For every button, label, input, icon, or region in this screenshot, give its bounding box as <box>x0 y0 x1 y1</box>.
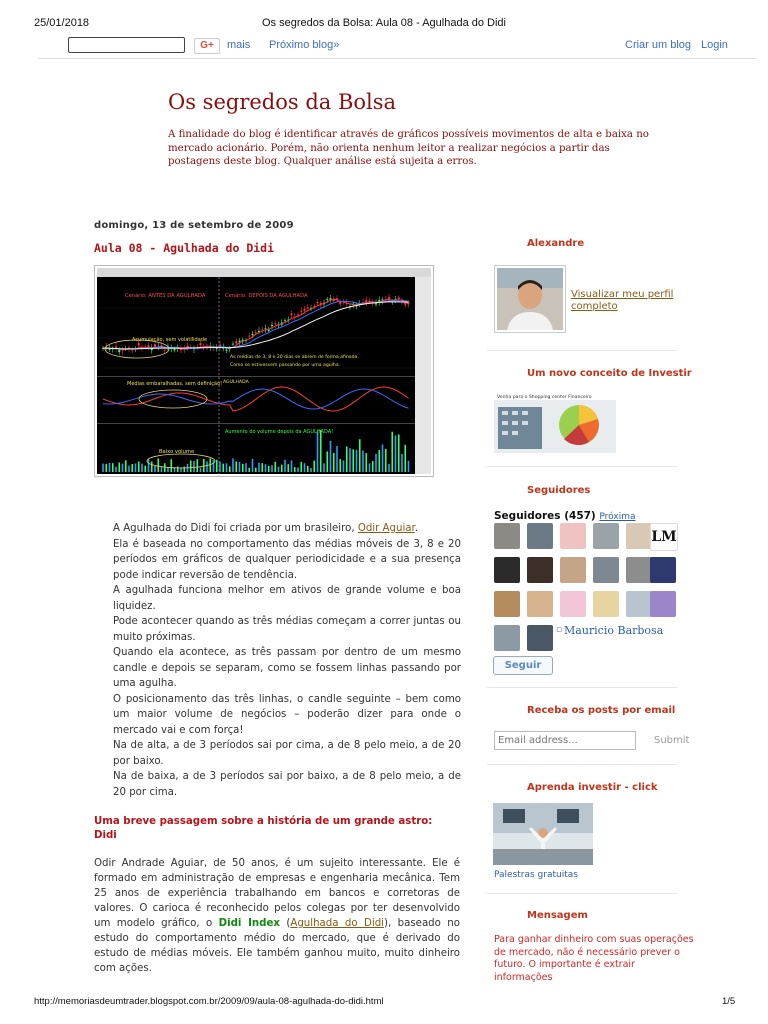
volume-bar <box>118 462 120 472</box>
volume-bar <box>105 464 107 472</box>
volume-bar <box>229 466 231 472</box>
follower-avatar[interactable] <box>527 523 553 549</box>
volume-bar <box>388 464 390 472</box>
sidebar-divider <box>487 350 677 351</box>
candle-body <box>291 314 293 316</box>
chart-label-agulhada: AGULHADA <box>223 380 249 385</box>
volume-bar <box>369 463 371 472</box>
volume-bar <box>401 454 403 472</box>
volume-bar <box>200 468 202 472</box>
candle-body <box>304 309 306 311</box>
volume-bar <box>213 460 215 472</box>
volume-bar <box>294 467 296 472</box>
volume-bar <box>170 459 172 472</box>
volume-bar <box>131 464 133 472</box>
followers-title: Seguidores <box>527 485 591 496</box>
candle-body <box>174 349 176 351</box>
chart-label-accumulation: Acumulação, sem volatilidade <box>132 337 208 343</box>
volume-bar <box>330 441 332 472</box>
paragraph: Pode acontecer quando as três médias começam a correr juntas ou muito próximas. <box>113 616 461 643</box>
candle-body <box>148 345 150 347</box>
learn-caption[interactable]: Palestras gratuitas <box>494 870 578 880</box>
volume-bar <box>226 463 228 472</box>
followers-count: Seguidores (457) Próxima <box>494 510 636 522</box>
volume-bar <box>352 449 354 472</box>
follower-avatar[interactable] <box>560 591 586 617</box>
volume-bar <box>339 459 341 472</box>
volume-bar <box>362 450 364 472</box>
candle-body <box>154 344 156 346</box>
sidebar-divider <box>487 687 677 688</box>
volume-bar <box>219 461 221 472</box>
learn-image[interactable] <box>493 803 593 865</box>
volume-bar <box>304 463 306 472</box>
didi-index-highlight: Didi Index <box>218 918 280 929</box>
candle-body <box>128 348 130 349</box>
candle-body <box>248 336 250 337</box>
chart-label-volume-up: Aumento do volume depois da AGULHADA! <box>225 429 334 435</box>
volume-bar <box>177 467 179 472</box>
create-blog-link[interactable]: Criar um blog <box>625 39 692 51</box>
paragraph: Ela é baseada no comportamento das médias móveis de 3, 8 e 20 períodos em gráficos de qualquer periodicidade e a sua presença pode indicar reversão de tendência. <box>113 538 461 581</box>
volume-bar <box>232 458 234 472</box>
volume-bar <box>115 467 117 472</box>
volume-bar <box>190 460 192 472</box>
candle-body <box>388 297 390 299</box>
volume-bar <box>320 430 322 472</box>
print-date: 25/01/2018 <box>34 17 90 29</box>
follower-avatar[interactable] <box>527 591 553 617</box>
volume-bar <box>307 466 309 472</box>
more-link[interactable]: mais <box>227 39 251 51</box>
seminar-photo <box>493 803 593 865</box>
candle-body <box>339 302 341 304</box>
candle-body <box>118 350 120 352</box>
profile-photo <box>497 268 563 330</box>
volume-bar <box>235 461 237 472</box>
volume-bar <box>365 453 367 472</box>
volume-bar <box>112 463 114 472</box>
follower-avatar[interactable] <box>626 591 652 617</box>
volume-bar <box>122 464 124 472</box>
volume-bar <box>343 461 345 472</box>
email-title: Receba os posts por email <box>527 705 676 716</box>
broken-image-icon: ▫ <box>556 625 563 635</box>
follower-avatar[interactable] <box>593 557 619 583</box>
candle-body <box>239 341 241 342</box>
volume-bar <box>258 463 260 472</box>
candle-body <box>226 350 228 351</box>
volume-bar <box>313 461 315 472</box>
candle-body <box>232 344 234 345</box>
candle-body <box>131 350 133 351</box>
follow-button[interactable]: Seguir <box>493 656 553 675</box>
navbar-search-input[interactable] <box>68 37 185 53</box>
volume-bar <box>336 446 338 472</box>
volume-bar <box>287 464 289 472</box>
post-date: domingo, 13 de setembro de 2009 <box>94 220 294 231</box>
candle-body <box>200 343 202 345</box>
candle-body <box>265 328 267 329</box>
volume-bar <box>265 464 267 472</box>
volume-bar <box>326 451 328 472</box>
volume-bar <box>323 463 325 472</box>
chart-label-averages-1: As médias de 3, 8 e 20 dias se abrem de forma afinada. <box>230 355 359 360</box>
candle-body <box>235 341 237 343</box>
volume-bar <box>167 468 169 472</box>
volume-bar <box>281 465 283 472</box>
print-page-number: 1/5 <box>722 996 736 1007</box>
volume-bar <box>271 465 273 472</box>
follower-avatar[interactable] <box>560 557 586 583</box>
candle-body <box>161 345 163 346</box>
follower-avatar[interactable] <box>626 523 652 549</box>
candle-body <box>300 311 302 312</box>
volume-bar <box>408 461 410 472</box>
volume-bar <box>154 466 156 472</box>
chart-label-low-volume: Baixo volume <box>159 449 195 455</box>
volume-bar <box>268 466 270 472</box>
blog-title[interactable]: Os segredos da Bolsa <box>168 90 397 114</box>
volume-bar <box>395 435 397 472</box>
volume-bar <box>356 450 358 472</box>
follower-avatar[interactable] <box>494 523 520 549</box>
volume-bar <box>222 464 224 472</box>
volume-bar <box>135 463 137 472</box>
candle-body <box>138 343 140 345</box>
volume-bar <box>382 445 384 472</box>
volume-bar <box>274 462 276 472</box>
chart-label-after: Cenário: DEPOIS DA AGULHADA <box>225 293 308 299</box>
message-title: Mensagem <box>527 910 588 921</box>
volume-bar <box>359 439 361 472</box>
volume-bar <box>398 434 400 472</box>
volume-bar <box>151 462 153 472</box>
sidebar-divider <box>487 893 677 894</box>
paragraph: A agulhada funciona melhor em ativos de grande volume e boa liquidez. <box>113 585 461 612</box>
candle-body <box>398 297 400 299</box>
volume-bar <box>284 460 286 472</box>
candle-body <box>274 323 276 324</box>
volume-bar <box>385 449 387 472</box>
volume-bar <box>278 467 280 472</box>
candle-body <box>164 350 166 351</box>
volume-bar <box>102 464 104 472</box>
learn-title: Aprenda investir - click <box>527 782 658 793</box>
candle-body <box>255 332 257 333</box>
followers-grid <box>494 523 684 653</box>
post-subtitle: Uma breve passagem sobre a história de um grande astro: Didi <box>94 816 433 841</box>
concept-title: Um novo conceito de Investir <box>527 368 692 379</box>
volume-bar <box>252 459 254 472</box>
volume-bar <box>203 459 205 472</box>
volume-bar <box>391 432 393 472</box>
print-footer-url: http://memoriasdeumtrader.blogspot.com.br/2009/09/aula-08-agulhada-do-didi.html <box>34 996 384 1007</box>
volume-bar <box>349 448 351 472</box>
volume-bar <box>333 453 335 472</box>
message-text: Para ganhar dinheiro com suas operações de mercado, não é necessário prever o futuro. O importante é extrair informações <box>494 934 694 983</box>
volume-bar <box>141 464 143 472</box>
blogger-navbar <box>38 36 756 59</box>
profile-avatar[interactable] <box>494 265 566 333</box>
story-paragraph: Odir Andrade Aguiar, de 50 anos, é um sujeito interessante. Ele é formado em administração de empresas e engenharia mecânica. Tem 25 anos de experiência trabalhando em bancos e corretoras de valores. O carioca é reconhecido pelos colegas por ter desenvolvido um modelo gráfico, o Didi Index (Agulhada do Didi), baseado no estudo do comportamento médio do mercado, que é derivado do estudo de médias móveis. Ele também ganhou muito, muito dinheiro com ações. <box>94 858 460 974</box>
volume-bar <box>317 431 319 472</box>
paragraph: Na de baixa, a de 3 períodos sai por baixo, a de 8 pelo meio, a de 20 por cima. <box>113 771 461 798</box>
concept-banner-image[interactable] <box>494 391 616 453</box>
volume-bar <box>148 459 150 472</box>
volume-bar <box>157 458 159 472</box>
follower-avatar[interactable] <box>527 625 553 651</box>
candle-body <box>284 320 286 321</box>
volume-bar <box>310 468 312 472</box>
followers-next-link[interactable]: Próxima <box>599 512 636 522</box>
paragraph: A Agulhada do Didi foi criada por um brasileiro, Odir Aguiar. <box>113 523 419 534</box>
volume-bar <box>164 463 166 472</box>
post-body <box>113 521 461 800</box>
gplus-button[interactable]: G+ <box>194 38 220 54</box>
paragraph: Quando ela acontece, as três passam por dentro de um mesmo candle e depois se separam, como se fossem linhas passando por uma agulha. <box>113 647 461 689</box>
chart-label-before: Cenário: ANTES DA AGULHADA <box>125 293 206 299</box>
blog-description: A finalidade do blog é identificar através de gráficos possíveis movimentos de alta e baixa no mercado acionário. Porém, não orienta nenhum leitor a realizar negócios a partir das postagens deste blog. Qualquer análise está sujeita a erros. <box>168 129 649 168</box>
post-title[interactable]: Aula 08 - Agulhada do Didi <box>94 241 275 255</box>
volume-bar <box>372 461 374 472</box>
volume-bar <box>378 450 380 472</box>
volume-bar <box>300 462 302 472</box>
candle-body <box>252 334 254 335</box>
volume-bar <box>346 446 348 472</box>
follower-avatar-lm[interactable]: LM <box>650 523 678 551</box>
volume-bar <box>239 462 241 472</box>
follower-name-link[interactable]: Mauricio Barbosa <box>564 624 664 637</box>
volume-bar <box>375 454 377 472</box>
volume-bar <box>216 460 218 472</box>
volume-bar <box>183 467 185 472</box>
follower-avatar[interactable] <box>626 557 652 583</box>
volume-bar <box>297 467 299 472</box>
follower-avatar[interactable] <box>593 591 619 617</box>
follower-avatar[interactable] <box>494 625 520 651</box>
candle-body <box>261 329 263 330</box>
volume-bar <box>109 463 111 472</box>
agulhada-chart-image[interactable] <box>94 265 434 477</box>
paragraph: O posicionamento das três linhas, o candle seguinte – bem como um maior volume de negócios – poderão dizer para onde o mercado vai e com força! <box>113 693 461 736</box>
banner-text: Venha para o Shopping center Financeiro <box>497 395 592 400</box>
follower-avatar[interactable] <box>560 523 586 549</box>
profile-title: Alexandre <box>527 238 585 249</box>
volume-bar <box>242 464 244 472</box>
volume-bar <box>291 460 293 472</box>
follower-avatar[interactable] <box>494 591 520 617</box>
volume-bar <box>128 466 130 472</box>
volume-bar <box>261 463 263 472</box>
view-profile-link[interactable]: Visualizar meu perfil completo <box>571 289 674 312</box>
volume-bar <box>161 467 163 472</box>
volume-bar <box>138 462 140 472</box>
email-input[interactable] <box>494 731 636 750</box>
volume-bar <box>125 460 127 472</box>
candle-body <box>216 348 218 349</box>
candle-body <box>326 299 328 300</box>
sidebar-divider <box>487 466 677 467</box>
candlestick-chart <box>97 268 431 474</box>
chart-label-averages-2: Como se estivessem passando por uma agulha. <box>230 363 341 368</box>
sidebar-divider <box>487 764 677 765</box>
email-submit-button[interactable]: Submit <box>654 735 690 746</box>
follower-avatar[interactable] <box>527 557 553 583</box>
follower-avatar[interactable] <box>650 557 676 583</box>
volume-bar <box>196 459 198 472</box>
chart-label-tangled: Médias embaralhadas, sem definição! <box>127 381 223 387</box>
follower-avatar[interactable] <box>593 523 619 549</box>
volume-bar <box>248 468 250 472</box>
print-page-title: Os segredos da Bolsa: Aula 08 - Agulhada do Didi <box>262 17 506 29</box>
odir-aguiar-link[interactable]: Odir Aguiar <box>357 523 415 534</box>
volume-bar <box>255 468 257 472</box>
login-link[interactable]: Login <box>701 39 728 51</box>
volume-bar <box>404 445 406 472</box>
candle-body <box>307 307 309 308</box>
candle-body <box>317 302 319 303</box>
volume-bar <box>144 466 146 472</box>
volume-bar <box>245 463 247 472</box>
volume-bar <box>206 461 208 472</box>
next-blog-link[interactable]: Próximo blog» <box>269 39 340 51</box>
agulhada-do-didi-link[interactable]: Agulhada do Didi <box>290 918 385 929</box>
follower-avatar[interactable] <box>650 591 676 617</box>
follower-avatar[interactable] <box>494 557 520 583</box>
banner-graphic <box>494 391 616 453</box>
candle-body <box>271 325 273 326</box>
volume-bar <box>193 461 195 472</box>
paragraph: Na de alta, a de 3 períodos sai por cima, a de 8 pelo meio, a de 20 por baixo. <box>113 740 461 767</box>
